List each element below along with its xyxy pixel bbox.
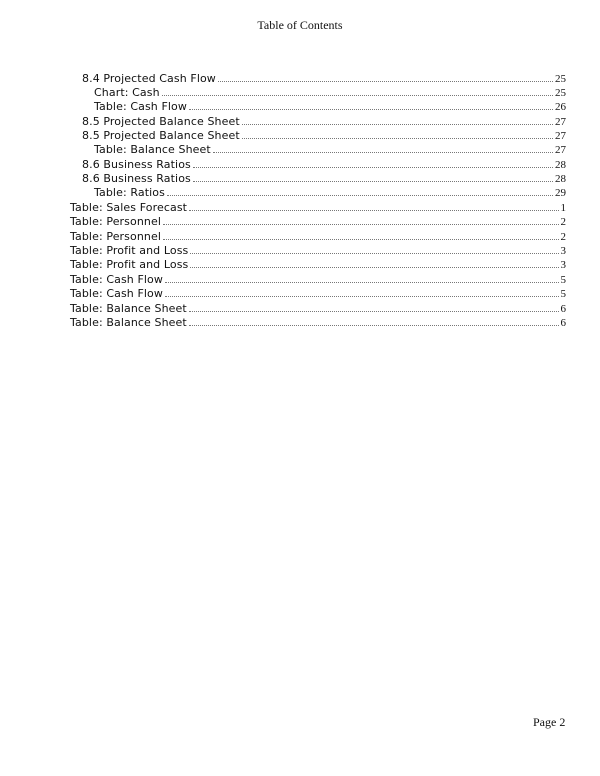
- toc-entry-title: Table: Profit and Loss: [70, 258, 189, 271]
- toc-dot-leader: [242, 137, 553, 139]
- toc-entry[interactable]: [82, 71, 566, 85]
- toc-entry-title: Chart: Cash: [94, 86, 160, 99]
- toc-dot-leader: [193, 166, 553, 168]
- toc-entry[interactable]: [94, 85, 566, 99]
- toc-entry[interactable]: [70, 229, 566, 243]
- toc-entry[interactable]: [82, 171, 566, 185]
- toc-entry-title: Table: Sales Forecast: [70, 201, 188, 214]
- toc-dot-leader: [189, 324, 559, 326]
- toc-entry[interactable]: [82, 157, 566, 171]
- toc-entry-title: Table: Personnel: [70, 230, 162, 243]
- toc-entry-page: 29: [555, 187, 566, 199]
- toc-entry-title: Table: Balance Sheet: [70, 316, 187, 329]
- toc-entry[interactable]: [94, 185, 566, 199]
- toc-dot-leader: [189, 108, 553, 110]
- toc-entry-page: 27: [555, 144, 566, 156]
- toc-entry-page: 3: [560, 245, 566, 257]
- toc-entry-title: Table: Profit and Loss: [70, 244, 189, 257]
- toc-entry-title: 8.6 Business Ratios: [82, 158, 191, 171]
- toc-entry-page: 26: [555, 101, 566, 113]
- toc-entry-title: Table: Cash Flow: [70, 287, 163, 300]
- page-number: Page 2: [533, 715, 566, 729]
- toc-entry-title: 8.5 Projected Balance Sheet: [82, 129, 240, 142]
- toc-dot-leader: [213, 151, 553, 153]
- toc-dot-leader: [193, 180, 553, 182]
- toc-entry[interactable]: [94, 142, 566, 156]
- toc-entry-title: Table: Balance Sheet: [94, 143, 211, 156]
- toc-dot-leader: [218, 80, 553, 82]
- toc-entry[interactable]: [82, 128, 566, 142]
- toc-entry[interactable]: [70, 200, 566, 214]
- toc-entry-title: Table: Cash Flow: [94, 100, 187, 113]
- toc-entry[interactable]: [70, 214, 566, 228]
- toc-entry[interactable]: [70, 272, 566, 286]
- toc-entry-page: 5: [560, 274, 566, 286]
- toc-entry[interactable]: [70, 243, 566, 257]
- toc-dot-leader: [163, 238, 558, 240]
- toc-entry-page: 27: [555, 130, 566, 142]
- toc-entry-page: 28: [555, 159, 566, 171]
- toc-dot-leader: [189, 209, 558, 211]
- toc-entry-title: 8.6 Business Ratios: [82, 172, 191, 185]
- toc-dot-leader: [163, 223, 558, 225]
- toc-entry[interactable]: [82, 114, 566, 128]
- toc-entry[interactable]: [70, 315, 566, 329]
- toc-entry-title: Table: Ratios: [94, 186, 165, 199]
- toc-entry[interactable]: [70, 257, 566, 271]
- toc-entry-page: 28: [555, 173, 566, 185]
- toc-entry-title: Table: Personnel: [70, 215, 162, 228]
- toc-entry[interactable]: [94, 99, 566, 113]
- toc-dot-leader: [242, 123, 553, 125]
- toc-entry-title: Table: Balance Sheet: [70, 302, 187, 315]
- toc-entry-title: 8.4 Projected Cash Flow: [82, 72, 216, 85]
- toc-entry-title: Table: Cash Flow: [70, 273, 163, 286]
- toc-dot-leader: [189, 310, 559, 312]
- toc-entry[interactable]: [70, 301, 566, 315]
- toc-entry-page: 3: [560, 259, 566, 271]
- toc-entry-page: 25: [555, 73, 566, 85]
- toc-entry-page: 6: [560, 303, 566, 315]
- toc-entry-title: 8.5 Projected Balance Sheet: [82, 115, 240, 128]
- toc-entry-page: 25: [555, 87, 566, 99]
- toc-entry-page: 27: [555, 116, 566, 128]
- toc-entry[interactable]: [70, 286, 566, 300]
- toc-dot-leader: [162, 94, 553, 96]
- toc-dot-leader: [190, 266, 558, 268]
- toc-entry-page: 2: [560, 231, 566, 243]
- toc-entry-page: 1: [560, 202, 566, 214]
- page-header-title: Table of Contents: [257, 18, 343, 32]
- toc-dot-leader: [165, 295, 559, 297]
- toc-entry-page: 2: [560, 216, 566, 228]
- toc-dot-leader: [165, 281, 559, 283]
- toc-entry-page: 5: [560, 288, 566, 300]
- toc-dot-leader: [190, 252, 558, 254]
- toc-entry-page: 6: [560, 317, 566, 329]
- toc-dot-leader: [167, 194, 553, 196]
